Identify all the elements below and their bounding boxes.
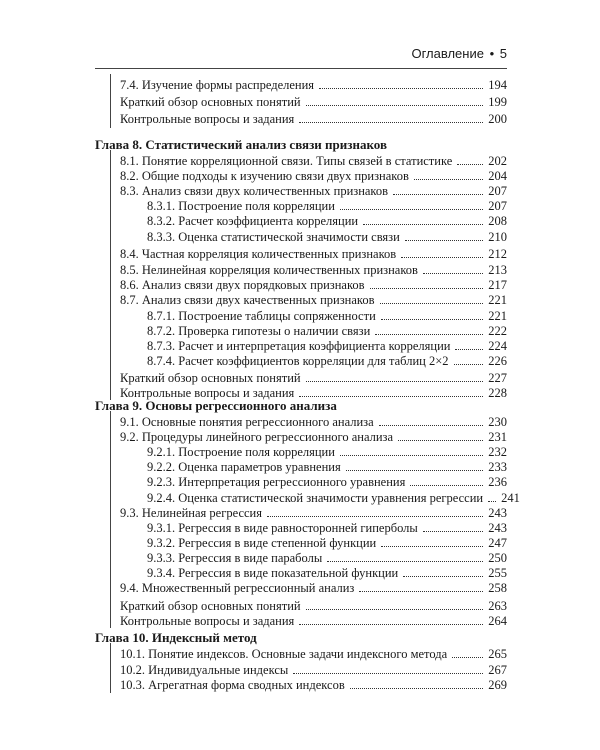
toc-page-number: 228 [488, 386, 507, 400]
toc-entry-title: 9.3.1. Регрессия в виде равносторонней гиперболы [147, 520, 418, 535]
dot-leader [405, 240, 483, 241]
toc-subsection-entry[interactable] [147, 549, 507, 565]
toc-subsection-entry[interactable] [147, 489, 520, 505]
toc-page-number: 236 [488, 475, 507, 490]
dot-leader [379, 425, 484, 426]
dot-leader [306, 105, 484, 106]
toc-subsection-entry[interactable] [147, 307, 507, 323]
dot-leader [293, 673, 483, 674]
toc-entry-title: 8.5. Нелинейная корреляция количественных признаков [120, 263, 418, 278]
chapter-heading[interactable]: Глава 9. Основы регрессионного анализа [95, 398, 337, 413]
dot-leader [375, 334, 483, 335]
toc-page-number: 194 [488, 78, 507, 92]
toc-entry[interactable] [120, 597, 507, 613]
toc-entry-title: Краткий обзор основных понятий [120, 370, 301, 385]
toc-page-number: 200 [488, 112, 507, 126]
toc-page-number: 208 [488, 214, 507, 229]
toc-entry[interactable] [120, 182, 507, 198]
toc-page-number: 233 [488, 460, 507, 475]
toc-entry[interactable] [120, 612, 507, 628]
section-bracket-line [110, 411, 111, 628]
toc-entry-title: 8.7.3. Расчет и интерпретация коэффициента корреляции [147, 338, 451, 353]
toc-page-number: 204 [488, 169, 507, 184]
toc-entry[interactable] [120, 291, 507, 307]
toc-subsection-entry[interactable] [147, 564, 507, 580]
toc-page-number: 230 [488, 415, 507, 429]
toc-subsection-entry[interactable] [147, 352, 507, 368]
toc-subsection-entry[interactable] [147, 337, 507, 353]
toc-entry[interactable] [120, 93, 507, 109]
toc-entry-title: 10.3. Агрегатная форма сводных индексов [120, 678, 345, 693]
toc-entry[interactable] [120, 661, 507, 677]
toc-entry-title: 9.2.3. Интерпретация регрессионного уравнения [147, 475, 406, 490]
toc-entry-title: 9.2.2. Оценка параметров уравнения [147, 460, 341, 475]
dot-leader [370, 288, 484, 289]
toc-subsection-entry[interactable] [147, 473, 507, 489]
dot-leader [359, 591, 483, 592]
toc-entry-title: 9.3.2. Регрессия в виде степенной функции [147, 535, 377, 550]
toc-page-number: 267 [488, 662, 507, 677]
toc-page-number: 255 [488, 566, 507, 580]
dot-leader [319, 88, 483, 89]
toc-entry-title: 8.3.2. Расчет коэффициента корреляции [147, 214, 359, 229]
toc-page-number: 265 [488, 647, 507, 661]
toc-entry[interactable] [120, 276, 507, 292]
dot-leader [457, 164, 483, 165]
dot-leader [381, 546, 483, 547]
toc-entry-title: 8.3.3. Оценка статистической значимости связи [147, 229, 400, 244]
toc-entry-title: 8.6. Анализ связи двух порядковых признаков [120, 278, 365, 293]
dot-leader [423, 531, 483, 532]
toc-entry-title: 8.7. Анализ связи двух качественных признаков [120, 293, 375, 308]
toc-entry[interactable] [120, 76, 507, 92]
toc-subsection-entry[interactable] [147, 534, 507, 550]
toc-entry[interactable] [120, 579, 507, 595]
toc-subsection-entry[interactable] [147, 519, 507, 535]
toc-entry[interactable] [120, 676, 507, 692]
toc-page-number: 212 [488, 246, 507, 261]
toc-entry[interactable] [120, 428, 507, 444]
dot-leader [381, 319, 483, 320]
toc-entry-title: 9.3. Нелинейная регрессия [120, 505, 262, 520]
toc-page-number: 243 [488, 505, 507, 520]
dot-leader [299, 396, 483, 397]
toc-page-number: 232 [488, 445, 507, 460]
toc-entry-title: 9.3.4. Регрессия в виде показательной функции [147, 566, 399, 580]
toc-entry-title: 8.3.1. Построение поля корреляции [147, 199, 335, 214]
toc-entry-title: Контрольные вопросы и задания [120, 112, 295, 126]
toc-page-number: 207 [488, 184, 507, 199]
section-bracket-line [110, 643, 111, 693]
toc-entry-title: 8.7.2. Проверка гипотезы о наличии связи [147, 323, 371, 338]
chapter-heading[interactable]: Глава 8. Статистический анализ связи признаков [95, 137, 387, 152]
toc-page-number: 250 [488, 550, 507, 565]
chapter-heading[interactable]: Глава 10. Индексный метод [95, 630, 257, 645]
toc-entry-title: 9.1. Основные понятия регрессионного анализа [120, 415, 374, 429]
toc-entry-title: 8.7.1. Построение таблицы сопряженности [147, 308, 376, 323]
dot-leader [401, 257, 483, 258]
running-header [411, 46, 507, 61]
toc-subsection-entry[interactable] [147, 458, 507, 474]
toc-entry-title: 8.4. Частная корреляция количественных признаков [120, 246, 397, 261]
dot-leader [350, 688, 484, 689]
dot-leader [393, 194, 483, 195]
section-bracket-line [110, 74, 111, 128]
toc-page-number: 213 [488, 263, 507, 278]
dot-leader [299, 122, 483, 123]
toc-page-number: 264 [488, 614, 507, 629]
dot-leader [455, 349, 483, 350]
toc-page-number: 207 [488, 199, 507, 214]
toc-entry[interactable] [120, 413, 507, 429]
dot-leader [380, 303, 484, 304]
toc-page-number: 243 [488, 520, 507, 535]
toc-entry[interactable] [120, 110, 507, 126]
dot-leader [454, 364, 484, 365]
toc-page-number: 210 [488, 229, 507, 244]
toc-page-number: 224 [488, 338, 507, 353]
toc-entry-title: 9.2.4. Оценка статистической значимости уравнения регрессии [147, 490, 484, 505]
toc-entry-title: 9.2.1. Построение поля корреляции [147, 445, 335, 460]
toc-entry-title: 9.4. Множественный регрессионный анализ [120, 581, 355, 596]
dot-leader [306, 609, 484, 610]
toc-entry-title: 8.3. Анализ связи двух количественных признаков [120, 184, 389, 199]
toc-entry-title: Краткий обзор основных понятий [120, 95, 301, 109]
dot-leader [363, 224, 483, 225]
toc-page-number: 217 [488, 278, 507, 293]
toc-page-number: 258 [488, 581, 507, 596]
dot-leader [452, 657, 483, 658]
toc-entry-title: 7.4. Изучение формы распределения [120, 78, 315, 92]
toc-entry[interactable] [120, 167, 507, 183]
toc-entry-title: 8.1. Понятие корреляционной связи. Типы связей в статистике [120, 154, 453, 168]
toc-entry-title: Контрольные вопросы и задания [120, 386, 295, 400]
toc-entry-title: 10.2. Индивидуальные индексы [120, 662, 289, 677]
header-rule [95, 68, 507, 69]
toc-entry[interactable] [120, 261, 507, 277]
toc-entry-title: 9.2. Процедуры линейного регрессионного анализа [120, 430, 394, 445]
dot-leader [488, 501, 496, 502]
toc-entry-title: 9.3.3. Регрессия в виде параболы [147, 550, 323, 565]
header-title: Оглавление [411, 46, 484, 61]
dot-leader [346, 470, 484, 471]
dot-leader [327, 561, 483, 562]
toc-entry[interactable] [120, 152, 507, 168]
dot-leader [267, 516, 483, 517]
toc-entry-title: 8.2. Общие подходы к изучению связи двух признаков [120, 169, 409, 184]
toc-page-number: 226 [488, 353, 507, 368]
toc-subsection-entry[interactable] [147, 228, 507, 244]
toc-page-number: 269 [488, 678, 507, 693]
dot-leader [299, 624, 483, 625]
dot-leader [414, 179, 483, 180]
header-page-number: 5 [499, 46, 507, 61]
toc-subsection-entry[interactable] [147, 212, 507, 228]
toc-page-number: 241 [501, 490, 520, 505]
toc-subsection-entry[interactable] [147, 443, 507, 459]
toc-entry[interactable] [120, 245, 507, 261]
toc-subsection-entry[interactable] [147, 197, 507, 213]
toc-entry[interactable] [120, 369, 507, 385]
dot-leader [403, 576, 483, 577]
toc-page-number: 199 [488, 95, 507, 109]
toc-entry[interactable] [120, 504, 507, 520]
toc-page-number: 231 [488, 430, 507, 445]
toc-page-number: 221 [488, 293, 507, 308]
header-bullet: • [489, 46, 495, 61]
toc-page-number: 227 [488, 370, 507, 385]
dot-leader [398, 440, 483, 441]
toc-entry-title: Краткий обзор основных понятий [120, 599, 301, 614]
section-bracket-line [110, 150, 111, 400]
toc-entry-title: 8.7.4. Расчет коэффициентов корреляции для таблиц 2×2 [147, 353, 449, 368]
dot-leader [340, 209, 483, 210]
toc-page-number: 247 [488, 535, 507, 550]
toc-entry[interactable] [120, 645, 507, 661]
dot-leader [423, 273, 483, 274]
toc-page-number: 263 [488, 599, 507, 614]
dot-leader [340, 455, 483, 456]
toc-page-number: 222 [488, 323, 507, 338]
dot-leader [410, 485, 483, 486]
toc-page-number: 221 [488, 308, 507, 323]
toc-entry-title: 10.1. Понятие индексов. Основные задачи индексного метода [120, 647, 448, 661]
dot-leader [306, 381, 484, 382]
toc-subsection-entry[interactable] [147, 322, 507, 338]
toc-entry-title: Контрольные вопросы и задания [120, 614, 295, 629]
toc-page-number: 202 [488, 154, 507, 168]
